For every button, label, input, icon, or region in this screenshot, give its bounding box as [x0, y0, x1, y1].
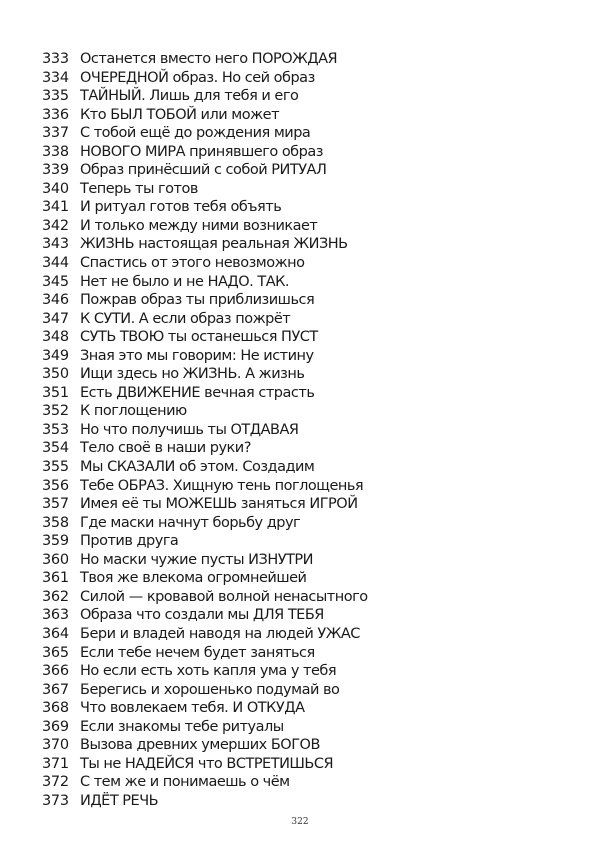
line-number: 348	[42, 329, 69, 346]
line-number: 357	[42, 496, 69, 513]
line-number: 347	[42, 310, 69, 327]
text-line	[42, 124, 562, 143]
text-line	[42, 217, 562, 236]
line-text: Твоя же влекома огромнейшей	[80, 570, 307, 587]
line-number: 369	[42, 718, 69, 735]
text-line	[42, 402, 562, 421]
line-number: 337	[42, 125, 69, 142]
line-number: 372	[42, 774, 69, 791]
text-line	[42, 254, 562, 273]
text-line	[42, 365, 562, 384]
line-text: Спастись от этого невозможно	[80, 255, 305, 272]
line-text: К поглощению	[80, 403, 187, 420]
line-number: 351	[42, 384, 69, 401]
line-number: 352	[42, 403, 69, 420]
text-line	[42, 161, 562, 180]
text-line	[42, 606, 562, 625]
line-text: Но что получишь ты ОТДАВАЯ	[80, 421, 299, 438]
text-line	[42, 421, 562, 440]
line-text: Пожрав образ ты приблизишься	[80, 292, 315, 309]
line-text: Если знакомы тебе ритуалы	[80, 718, 284, 735]
line-text: Где маски начнут борьбу друг	[80, 514, 301, 531]
line-number: 345	[42, 273, 69, 290]
line-text: Образа что создали мы ДЛЯ ТЕБЯ	[80, 607, 324, 624]
text-line	[42, 198, 562, 217]
line-text: И ритуал готов тебя объять	[80, 199, 282, 216]
text-line	[42, 625, 562, 644]
text-line	[42, 755, 562, 774]
line-text: И только между ними возникает	[80, 217, 318, 234]
line-text: Но маски чужие пусты ИЗНУТРИ	[80, 551, 314, 568]
line-text: Есть ДВИЖЕНИЕ вечная страсть	[80, 384, 315, 401]
line-text: Зная это мы говорим: Не истину	[80, 347, 314, 364]
line-number: 353	[42, 421, 69, 438]
line-number: 363	[42, 607, 69, 624]
text-line	[42, 736, 562, 755]
text-line	[42, 551, 562, 570]
line-text: Тело своё в наши руки?	[80, 440, 251, 457]
line-text: Образ принёсший с собой РИТУАЛ	[80, 162, 327, 179]
line-number: 343	[42, 236, 69, 253]
line-number: 355	[42, 459, 69, 476]
line-text: ОЧЕРЕДНОЙ образ. Но сей образ	[80, 69, 315, 86]
line-text: Ты не НАДЕЙСЯ что ВСТРЕТИШЬСЯ	[80, 755, 334, 772]
line-number: 362	[42, 588, 69, 605]
line-text: Мы СКАЗАЛИ об этом. Создадим	[80, 459, 315, 476]
text-line	[42, 50, 562, 69]
line-text: К СУТИ. А если образ пожрёт	[80, 310, 291, 327]
line-text: Бери и владей наводя на людей УЖАС	[80, 625, 360, 642]
line-number: 341	[42, 199, 69, 216]
line-number: 349	[42, 347, 69, 364]
text-line	[42, 439, 562, 458]
text-line	[42, 384, 562, 403]
text-line	[42, 69, 562, 88]
line-number: 359	[42, 533, 69, 550]
text-line	[42, 773, 562, 792]
line-number: 350	[42, 366, 69, 383]
text-line	[42, 477, 562, 496]
line-text: Нет не было и не НАДО. ТАК.	[80, 273, 290, 290]
line-text: Берегись и хорошенько подумай во	[80, 681, 340, 698]
line-text: Имея её ты МОЖЕШЬ заняться ИГРОЙ	[80, 496, 358, 513]
line-number: 360	[42, 551, 69, 568]
text-line	[42, 532, 562, 551]
line-text: С тобой ещё до рождения мира	[80, 125, 311, 142]
line-number: 335	[42, 88, 69, 105]
text-line	[42, 792, 562, 811]
line-number: 365	[42, 644, 69, 661]
text-line	[42, 588, 562, 607]
text-line	[42, 458, 562, 477]
text-line	[42, 699, 562, 718]
text-line	[42, 273, 562, 292]
line-text: ТАЙНЫЙ. Лишь для тебя и его	[80, 88, 299, 105]
line-number: 356	[42, 477, 69, 494]
line-number: 373	[42, 792, 69, 809]
line-text: СУТЬ ТВОЮ ты останешься ПУСТ	[80, 329, 318, 346]
text-line	[42, 662, 562, 681]
text-line	[42, 569, 562, 588]
line-number: 339	[42, 162, 69, 179]
line-text: ЖИЗНЬ настоящая реальная ЖИЗНЬ	[80, 236, 348, 253]
line-text: Тебе ОБРАЗ. Хищную тень поглощенья	[80, 477, 364, 494]
page-number: 322	[291, 817, 309, 827]
text-line	[42, 235, 562, 254]
line-text: Кто БЫЛ ТОБОЙ или может	[80, 106, 280, 123]
line-text: Вызова древних умерших БОГОВ	[80, 737, 320, 754]
line-text: Если тебе нечем будет заняться	[80, 644, 315, 661]
text-line	[42, 328, 562, 347]
line-number: 371	[42, 755, 69, 772]
line-number: 354	[42, 440, 69, 457]
text-line	[42, 495, 562, 514]
line-number: 366	[42, 663, 69, 680]
line-number: 340	[42, 180, 69, 197]
line-text: ИДЁТ РЕЧЬ	[80, 792, 159, 809]
line-number: 336	[42, 106, 69, 123]
text-line	[42, 143, 562, 162]
line-text: НОВОГО МИРА принявшего образ	[80, 143, 323, 160]
text-line	[42, 180, 562, 199]
line-number: 338	[42, 143, 69, 160]
line-number: 342	[42, 217, 69, 234]
line-number: 346	[42, 292, 69, 309]
line-number: 370	[42, 737, 69, 754]
line-text: С тем же и понимаешь о чём	[80, 774, 290, 791]
line-number: 367	[42, 681, 69, 698]
line-number: 358	[42, 514, 69, 531]
text-line	[42, 718, 562, 737]
line-text: Против друга	[80, 533, 179, 550]
line-number: 361	[42, 570, 69, 587]
text-line	[42, 347, 562, 366]
line-text: Теперь ты готов	[80, 180, 198, 197]
line-number: 368	[42, 700, 69, 717]
text-line	[42, 291, 562, 310]
text-line	[42, 514, 562, 533]
line-number: 364	[42, 625, 69, 642]
line-text: Ищи здесь но ЖИЗНЬ. А жизнь	[80, 366, 305, 383]
line-text: Силой — кровавой волной ненасытного	[80, 588, 368, 605]
line-text: Останется вместо него ПОРОЖДАЯ	[80, 51, 338, 67]
text-line	[42, 681, 562, 700]
text-line	[42, 87, 562, 106]
line-number: 333	[42, 51, 69, 67]
text-line	[42, 644, 562, 663]
line-number: 344	[42, 255, 69, 272]
text-line	[42, 106, 562, 125]
line-number: 334	[42, 69, 69, 86]
line-text: Но если есть хоть капля ума у тебя	[80, 663, 337, 680]
numbered-text-lines	[42, 50, 562, 810]
line-text: Что вовлекаем тебя. И ОТКУДА	[80, 700, 305, 717]
text-line	[42, 310, 562, 329]
